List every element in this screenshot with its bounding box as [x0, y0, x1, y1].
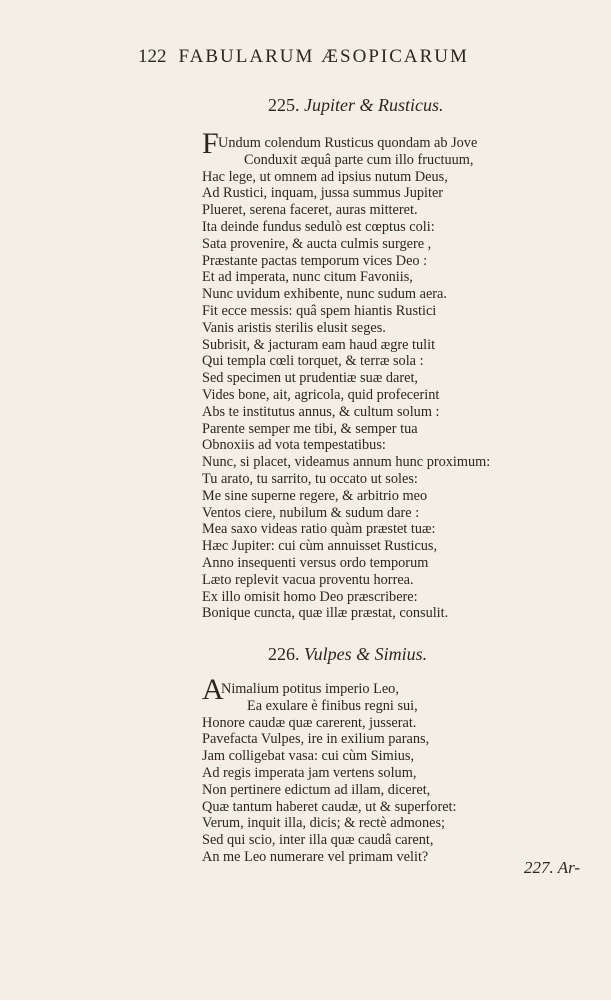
verse-line: Ita deinde fundus sedulò est cœptus coli:: [202, 218, 435, 235]
verse-line: Mea saxo videas ratio quàm præstet tuæ:: [202, 521, 436, 538]
verse-line: Sed qui scio, inter illa quæ caudâ carent,: [202, 832, 434, 849]
verse-line: Undum colendum Rusticus quondam ab Jove: [218, 135, 478, 151]
verse-line: Vides bone, ait, agricola, quid profecerint: [202, 386, 440, 403]
drop-cap: A: [202, 673, 224, 706]
drop-cap: F: [202, 127, 219, 160]
verse-line: Abs te institutus annus, & cultum solum :: [202, 403, 440, 420]
verse-line: Ea exulare è finibus regni sui,: [247, 697, 418, 714]
verse-line: Nunc, si placet, videamus annum hunc proximum:: [202, 454, 491, 471]
verse-line: Nimalium potitus imperio Leo,: [221, 681, 399, 697]
catchword: 227. Ar-: [524, 858, 581, 877]
verse-line: Hac lege, ut omnem ad ipsius nutum Deus,: [202, 168, 448, 185]
verse-line: Tu arato, tu sarrito, tu occato ut soles:: [202, 470, 418, 487]
verse-line: Fit ecce messis: quâ spem hiantis Rustici: [202, 302, 437, 319]
verse-line: Bonique cuncta, quæ illæ præstat, consulit.: [202, 605, 449, 622]
fable-number: 225.: [268, 95, 300, 115]
verse-line: Parente semper me tibi, & semper tua: [202, 420, 418, 437]
verse-line: Præstante pactas temporum vices Deo :: [202, 252, 428, 269]
verse-line: Plueret, serena faceret, auras mitteret.: [202, 202, 418, 219]
verse-line: Subrisit, & jacturam eam haud ægre tulit: [202, 336, 436, 353]
verse-block: [202, 135, 590, 622]
verse-line: An me Leo numerare vel primam velit?: [202, 848, 429, 865]
verse-line: Nunc uvidum exhibente, nunc sudum aera.: [202, 286, 447, 303]
fable-name: Vulpes & Simius.: [304, 644, 428, 664]
verse-line: Me sine superne regere, & arbitrio meo: [202, 487, 428, 504]
verse-line: Honore caudæ quæ carerent, jusserat.: [202, 714, 417, 731]
fable-name: Jupiter & Rusticus.: [304, 95, 444, 115]
fable-title: [268, 644, 427, 665]
verse-line: Obnoxiis ad vota tempestatibus:: [202, 437, 386, 454]
verse-line: Vanis aristis sterilis elusit seges.: [202, 319, 386, 336]
verse-block: [202, 681, 593, 866]
verse-line: Sed specimen ut prudentiæ suæ daret,: [202, 370, 419, 387]
page-number: 122: [138, 46, 167, 67]
verse-line: Quæ tantum haberet caudæ, ut & superforet:: [202, 798, 457, 815]
verse-line: Hæc Jupiter: cui cùm annuisset Rusticus,: [202, 538, 438, 555]
verse-line: Ad Rustici, inquam, jussa summus Jupiter: [202, 185, 444, 202]
verse-line: Jam colligebat vasa: cui cùm Simius,: [202, 748, 415, 765]
verse-line: Ex illo omisit homo Deo præscribere:: [202, 588, 418, 605]
verse-line: Non pertinere edictum ad illam, diceret,: [202, 781, 431, 798]
verse-line: Læto replevit vacua proventu horrea.: [202, 571, 414, 588]
verse-line: Et ad imperata, nunc citum Favoniis,: [202, 269, 413, 286]
verse-line: Ventos ciere, nubilum & sudum dare :: [202, 504, 420, 521]
verse-line: Sata provenire, & aucta culmis surgere ,: [202, 235, 432, 252]
fable-number: 226.: [268, 644, 300, 664]
verse-line: Verum, inquit illa, dicis; & rectè admones;: [202, 815, 445, 832]
verse-line: Anno insequenti versus ordo temporum: [202, 554, 429, 571]
running-header: [138, 46, 548, 68]
verse-line: Ad regis imperata jam vertens solum,: [202, 764, 417, 781]
fable-title: [268, 95, 443, 116]
verse-line: Qui templa cœli torquet, & terræ sola :: [202, 353, 424, 370]
verse-line: Pavefacta Vulpes, ire in exilium parans,: [202, 731, 430, 748]
running-title: FABULARUM ÆSOPICARUM: [178, 46, 469, 67]
verse-line: Conduxit æquâ parte cum illo fructuum,: [244, 151, 474, 168]
